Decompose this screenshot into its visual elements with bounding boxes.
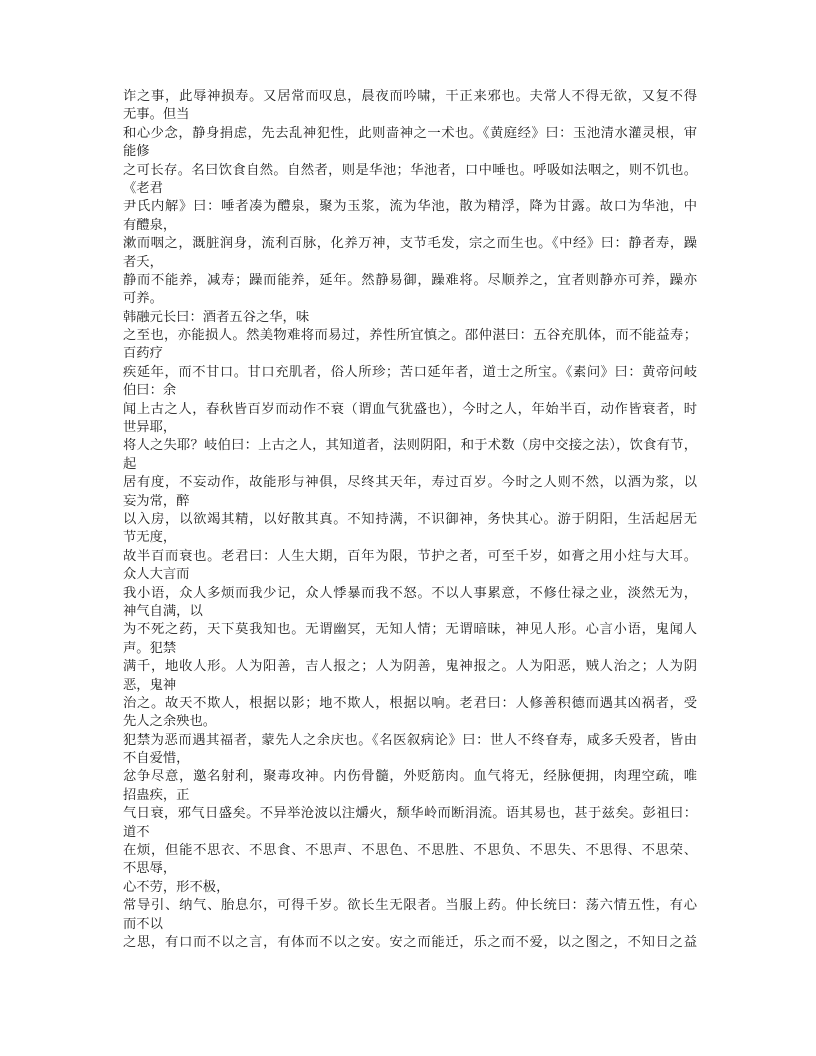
text-line: 能修: [123, 143, 150, 159]
text-line: 先人之余殃也。: [123, 713, 217, 729]
text-line: 以入房，以欲竭其精，以好散其真。不知持满，不识御神，务快其心。游于阴阳，生活起居无: [123, 510, 697, 526]
text-line: 忿争尽意，邀名射利，聚毒攻神。内伤骨髓，外贬筋肉。血气将无，经脉便拥，肉理空疏，唯: [123, 768, 697, 784]
text-line: 之至也，亦能损人。然美物难将而易过，养性所宜慎之。邵仲湛曰：五谷充肌体，而不能益寿；: [123, 327, 697, 343]
text-line: 有醴泉，: [123, 216, 177, 232]
text-line: 之思，有口而不以之言，有体而不以之安。安之而能迁，乐之而不爱，以之图之，不知日之益: [123, 933, 697, 949]
text-line: 尹氏内解》曰：唾者凑为醴泉，聚为玉浆，流为华池，散为精浮，降为甘露。故口为华池，中: [123, 198, 697, 214]
text-line: 百药疗: [123, 345, 163, 361]
text-line: 将人之失耶？岐伯曰：上古之人，其知道者，法则阴阳，和于术数（房中交接之法），饮食有节，: [123, 437, 697, 453]
text-line: 伯曰：余: [123, 382, 177, 398]
text-line: 在烦，但能不思衣、不思食、不思声、不思色、不思胜、不思负、不思失、不思得、不思荣、: [123, 842, 697, 858]
text-line: 起: [123, 455, 137, 471]
text-line: 治之。故天不欺人，根据以影；地不欺人，根据以响。老君曰：人修善积德而遇其凶祸者，受: [123, 694, 697, 710]
text-line: 而不以: [123, 915, 163, 931]
text-line: 疾延年，而不甘口。甘口充肌者，俗人所珍；苦口延年者，道士之所宝。《素问》曰：黄帝问岐: [123, 363, 697, 379]
text-line: 不自爱惜，: [123, 750, 190, 766]
text-line: 闻上古之人，春秋皆百岁而动作不衰（谓血气犹盛也），今时之人，年始半百，动作皆衰者，时: [123, 400, 697, 416]
text-line: 诈之事，此辱神损寿。又居常而叹息，晨夜而吟啸，干正来邪也。夫常人不得无欲，又复不得: [123, 88, 697, 103]
text-line: 常导引、纳气、胎息尔，可得千岁。欲长生无限者。当服上药。仲长统曰：荡六情五性，有心: [123, 897, 697, 913]
text-line: 故半百而衰也。老君曰：人生大期，百年为限，节护之者，可至千岁，如膏之用小炷与大耳。: [123, 547, 697, 563]
text-line: 恶，鬼神: [123, 676, 177, 692]
text-line: 招蛊疾，正: [123, 786, 190, 802]
text-line: 无事。但当: [123, 106, 190, 122]
text-line: 满千，地收人形。人为阳善，吉人报之；人为阴善，鬼神报之。人为阳恶，贼人治之；人为阴: [123, 658, 697, 674]
text-line: 静而不能养，减寿；躁而能养，延年。然静易御，躁难将。尽顺养之，宜者则静亦可养，躁亦: [123, 271, 697, 287]
text-line: 心不劳，形不极，: [123, 878, 230, 894]
text-line: 韩融元长曰：酒者五谷之华，味: [123, 308, 310, 324]
text-line: 可养。: [123, 290, 163, 306]
text-line: 之可长存。名曰饮食自然。自然者，则是华池；华池者，口中唾也。呼吸如法咽之，则不饥也。: [123, 161, 697, 177]
text-line: 节无度，: [123, 529, 177, 545]
text-line: 居有度，不妄动作，故能形与神俱，尽终其天年，寿过百岁。今时之人则不然，以酒为浆，以: [123, 474, 697, 490]
text-line: 为不死之药，天下莫我知也。无谓幽冥，无知人情；无谓暗昧，神见人形。心言小语，鬼闻人: [123, 621, 697, 637]
text-line: 《老君: [123, 179, 163, 195]
text-block: [123, 87, 697, 951]
text-line: 众人大言而: [123, 566, 190, 582]
text-line: 气日衰，邪气日盛矣。不异举沧波以注爝火，颓华岭而断涓流。语其易也，甚于兹矣。彭祖曰：: [123, 805, 697, 821]
text-line: 神气自满，以: [123, 602, 203, 618]
text-line: 妄为常，醉: [123, 492, 190, 508]
text-line: 者夭，: [123, 253, 163, 269]
text-line: 犯禁为恶而遇其福者，蒙先人之余庆也。《名医叙病论》曰：世人不终眘寿，咸多夭殁者，皆由: [123, 731, 697, 747]
text-line: 世异耶，: [123, 419, 177, 435]
text-line: 声。犯禁: [123, 639, 177, 655]
text-line: 漱而咽之，溉脏润身，流利百脉，化养万神，支节毛发，宗之而生也。《中经》曰：静者寿，躁: [123, 235, 697, 251]
text-line: 不思辱，: [123, 860, 177, 876]
text-line: 和心少念，静身捐虑，先去乱神犯性，此则啬神之一术也。《黄庭经》曰：玉池清水灌灵根，审: [123, 124, 697, 140]
text-line: 道不: [123, 823, 150, 839]
text-line: 我小语，众人多烦而我少记，众人悸暴而我不怒。不以人事累意，不修仕禄之业，淡然无为，: [123, 584, 697, 600]
